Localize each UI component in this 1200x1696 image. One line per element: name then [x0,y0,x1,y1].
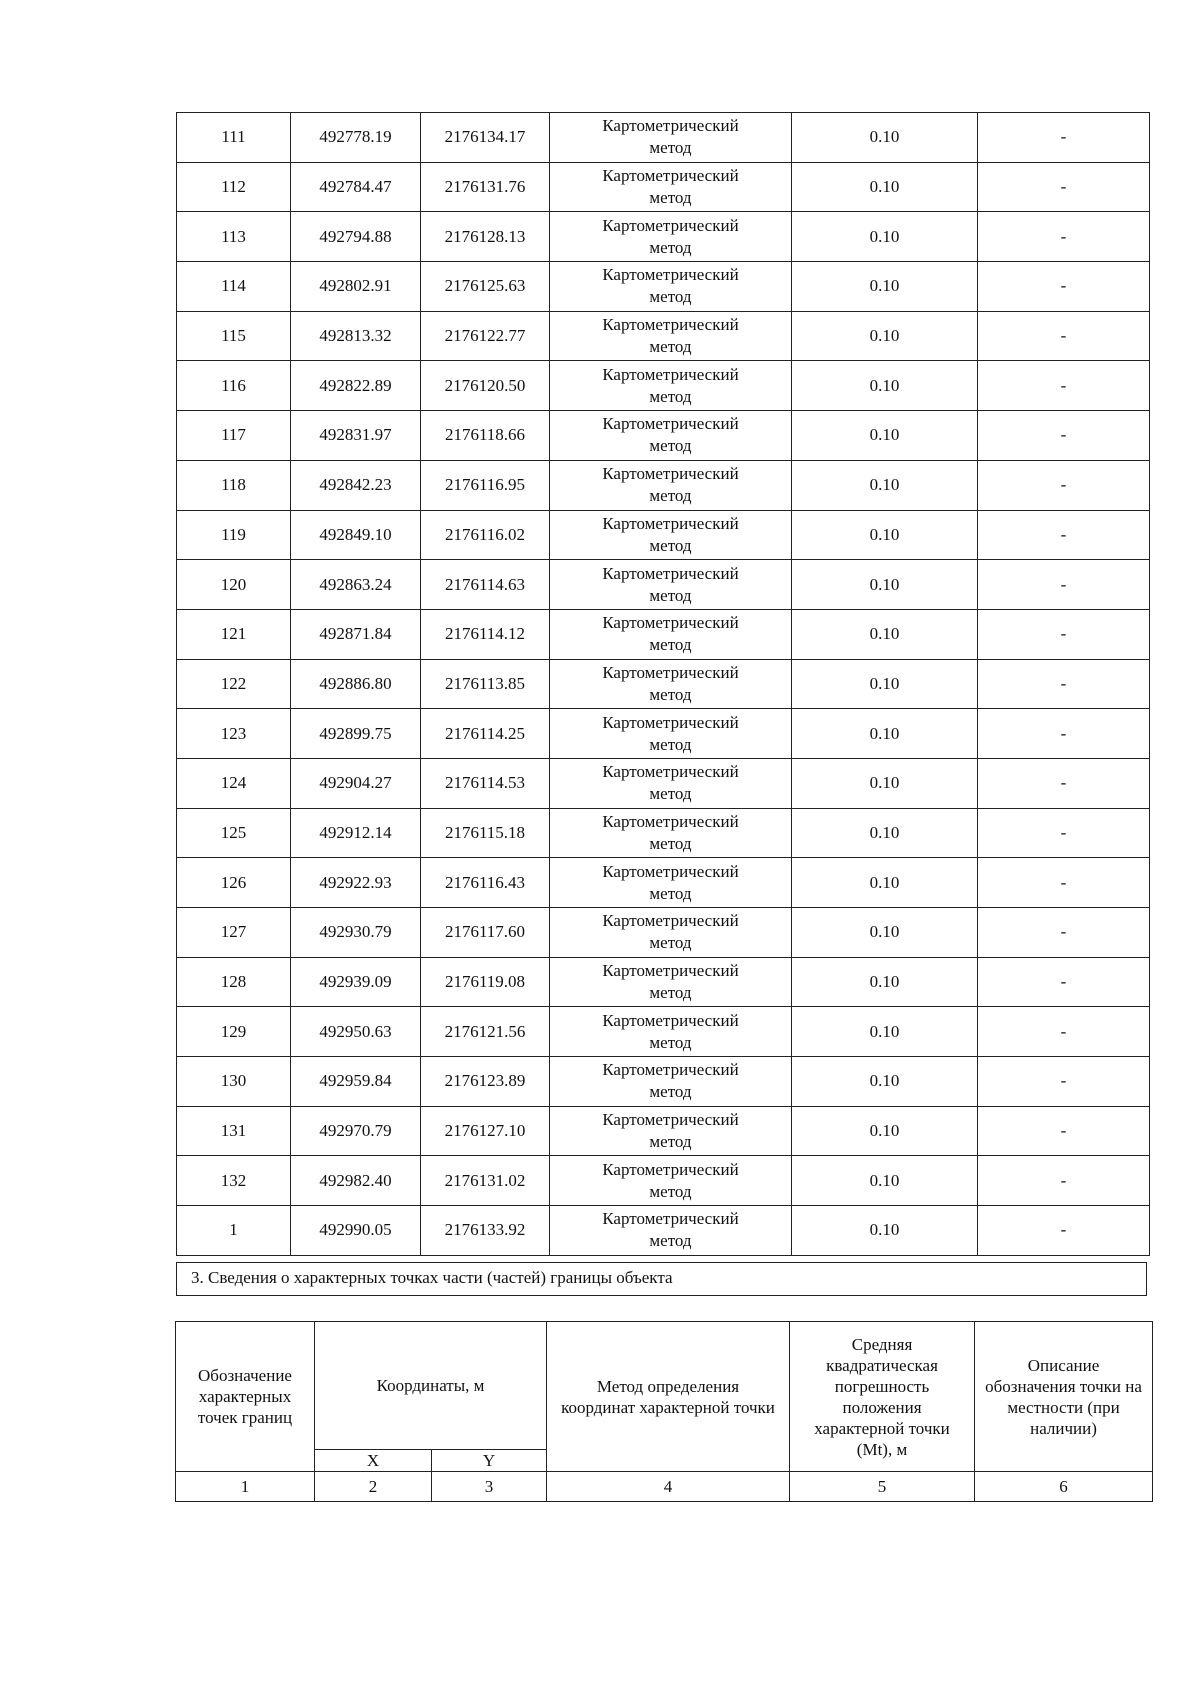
coord-y: 2176118.66 [421,411,550,461]
accuracy-mt: 0.10 [792,262,978,312]
coord-x: 492849.10 [291,510,421,560]
column-number-1: 1 [176,1472,315,1502]
table-row [177,212,1150,262]
method-line-1: Картометрический [602,1010,739,1030]
point-number: 132 [177,1156,291,1206]
coord-y: 2176115.18 [421,808,550,858]
table-row [177,460,1150,510]
coord-y: 2176134.17 [421,113,550,163]
table-row [177,908,1150,958]
accuracy-mt: 0.10 [792,311,978,361]
coord-x: 492982.40 [291,1156,421,1206]
method [550,411,792,461]
header-coordinates: Координаты, м [315,1322,547,1450]
method-line-1: Картометрический [602,961,739,981]
point-number: 117 [177,411,291,461]
coord-y: 2176120.50 [421,361,550,411]
part-boundary-header-table [175,1321,1153,1502]
header-description: Описание обозначения точки на местности (при наличии) [975,1322,1153,1472]
description: - [978,1057,1150,1107]
table-row [177,858,1150,908]
coord-y: 2176121.56 [421,1007,550,1057]
point-number: 113 [177,212,291,262]
coord-y: 2176123.89 [421,1057,550,1107]
coord-x: 492863.24 [291,560,421,610]
accuracy-mt: 0.10 [792,709,978,759]
accuracy-mt: 0.10 [792,659,978,709]
method-line-2: метод [649,734,692,754]
method-line-1: Картометрический [602,315,739,335]
coord-y: 2176114.63 [421,560,550,610]
method-line-2: метод [649,933,692,953]
method [550,311,792,361]
description: - [978,709,1150,759]
coord-y: 2176116.43 [421,858,550,908]
description: - [978,659,1150,709]
coord-x: 492904.27 [291,758,421,808]
method-line-1: Картометрический [602,712,739,732]
method [550,1007,792,1057]
method-line-1: Картометрический [602,563,739,583]
table-row [177,1007,1150,1057]
description: - [978,858,1150,908]
method [550,808,792,858]
point-number: 125 [177,808,291,858]
column-number-3: 3 [432,1472,547,1502]
accuracy-mt: 0.10 [792,758,978,808]
coord-y: 2176113.85 [421,659,550,709]
method [550,709,792,759]
coord-x: 492778.19 [291,113,421,163]
point-number: 122 [177,659,291,709]
description: - [978,808,1150,858]
coord-y: 2176131.02 [421,1156,550,1206]
method [550,510,792,560]
description: - [978,162,1150,212]
table-row [177,808,1150,858]
accuracy-mt: 0.10 [792,808,978,858]
point-number: 120 [177,560,291,610]
point-number: 119 [177,510,291,560]
method-line-1: Картометрический [602,662,739,682]
accuracy-mt: 0.10 [792,1206,978,1256]
method-line-2: метод [649,237,692,257]
description: - [978,262,1150,312]
method-line-2: метод [649,1181,692,1201]
method-line-2: метод [649,1231,692,1251]
method [550,560,792,610]
method [550,1156,792,1206]
table-row [177,361,1150,411]
coord-x: 492831.97 [291,411,421,461]
point-number: 116 [177,361,291,411]
column-number-5: 5 [790,1472,975,1502]
description: - [978,1007,1150,1057]
method [550,1106,792,1156]
method [550,908,792,958]
accuracy-mt: 0.10 [792,510,978,560]
method-line-2: метод [649,684,692,704]
method-line-2: метод [649,486,692,506]
column-number-2: 2 [315,1472,432,1502]
method-line-2: метод [649,1132,692,1152]
method [550,113,792,163]
accuracy-mt: 0.10 [792,212,978,262]
column-number-6: 6 [975,1472,1153,1502]
method [550,1057,792,1107]
method-line-1: Картометрический [602,861,739,881]
accuracy-mt: 0.10 [792,1156,978,1206]
coord-y: 2176131.76 [421,162,550,212]
accuracy-mt: 0.10 [792,1007,978,1057]
accuracy-mt: 0.10 [792,560,978,610]
header-designation: Обозначение характерных точек границ [176,1322,315,1472]
column-number-4: 4 [547,1472,790,1502]
point-number: 112 [177,162,291,212]
method-line-2: метод [649,436,692,456]
coord-x: 492871.84 [291,609,421,659]
table-row [177,659,1150,709]
header-y: Y [432,1450,547,1472]
description: - [978,510,1150,560]
method-line-1: Картометрический [602,1209,739,1229]
description: - [978,560,1150,610]
coord-x: 492794.88 [291,212,421,262]
coord-y: 2176114.25 [421,709,550,759]
method [550,460,792,510]
method [550,1206,792,1256]
coord-y: 2176125.63 [421,262,550,312]
point-number: 130 [177,1057,291,1107]
description: - [978,361,1150,411]
method [550,957,792,1007]
method-line-1: Картометрический [602,911,739,931]
method-line-1: Картометрический [602,513,739,533]
table-row [177,411,1150,461]
header-error: Средняя квадратическая погрешность положения характерной точки (Mt), м [790,1322,975,1472]
coord-y: 2176116.95 [421,460,550,510]
description: - [978,957,1150,1007]
table-row [177,957,1150,1007]
table-row [177,1057,1150,1107]
method-line-2: метод [649,287,692,307]
table-row [177,560,1150,610]
point-number: 1 [177,1206,291,1256]
coord-y: 2176117.60 [421,908,550,958]
point-number: 127 [177,908,291,958]
table-row [177,709,1150,759]
method-line-2: метод [649,138,692,158]
boundary-points-body [177,113,1150,1256]
method-line-1: Картометрический [602,166,739,186]
table-row [177,162,1150,212]
point-number: 131 [177,1106,291,1156]
coord-y: 2176128.13 [421,212,550,262]
coord-x: 492970.79 [291,1106,421,1156]
method-line-1: Картометрический [602,116,739,136]
coord-x: 492802.91 [291,262,421,312]
method-line-2: метод [649,983,692,1003]
point-number: 121 [177,609,291,659]
accuracy-mt: 0.10 [792,162,978,212]
description: - [978,908,1150,958]
point-number: 115 [177,311,291,361]
table-row [177,262,1150,312]
method-line-2: метод [649,1082,692,1102]
description: - [978,609,1150,659]
point-number: 118 [177,460,291,510]
coord-x: 492990.05 [291,1206,421,1256]
coord-x: 492930.79 [291,908,421,958]
method [550,858,792,908]
description: - [978,113,1150,163]
point-number: 124 [177,758,291,808]
method [550,609,792,659]
table-row [177,113,1150,163]
method-line-1: Картометрический [602,215,739,235]
coord-y: 2176116.02 [421,510,550,560]
table-row [177,510,1150,560]
table-row [177,1156,1150,1206]
method [550,758,792,808]
method-line-1: Картометрический [602,613,739,633]
coord-x: 492886.80 [291,659,421,709]
coord-y: 2176114.53 [421,758,550,808]
description: - [978,1206,1150,1256]
accuracy-mt: 0.10 [792,1106,978,1156]
accuracy-mt: 0.10 [792,411,978,461]
method-line-1: Картометрический [602,464,739,484]
header-method: Метод определения координат характерной точки [547,1322,790,1472]
coord-x: 492842.23 [291,460,421,510]
accuracy-mt: 0.10 [792,908,978,958]
method [550,262,792,312]
coord-y: 2176114.12 [421,609,550,659]
coord-x: 492822.89 [291,361,421,411]
method-line-2: метод [649,883,692,903]
point-number: 114 [177,262,291,312]
point-number: 128 [177,957,291,1007]
method-line-2: метод [649,386,692,406]
accuracy-mt: 0.10 [792,361,978,411]
method [550,361,792,411]
description: - [978,411,1150,461]
method-line-1: Картометрический [602,265,739,285]
boundary-points-table [176,112,1150,1256]
method-line-1: Картометрический [602,414,739,434]
coord-x: 492912.14 [291,808,421,858]
method-line-1: Картометрический [602,1110,739,1130]
description: - [978,212,1150,262]
point-number: 129 [177,1007,291,1057]
point-number: 126 [177,858,291,908]
table-row [177,758,1150,808]
method-line-2: метод [649,833,692,853]
method [550,212,792,262]
table-row [177,609,1150,659]
coord-x: 492784.47 [291,162,421,212]
method-line-2: метод [649,784,692,804]
method-line-2: метод [649,585,692,605]
accuracy-mt: 0.10 [792,1057,978,1107]
coord-x: 492922.93 [291,858,421,908]
accuracy-mt: 0.10 [792,957,978,1007]
method [550,659,792,709]
description: - [978,460,1150,510]
accuracy-mt: 0.10 [792,460,978,510]
coord-y: 2176127.10 [421,1106,550,1156]
coord-x: 492950.63 [291,1007,421,1057]
method-line-1: Картометрический [602,811,739,831]
coord-x: 492939.09 [291,957,421,1007]
description: - [978,1106,1150,1156]
method [550,162,792,212]
method-line-2: метод [649,535,692,555]
description: - [978,758,1150,808]
accuracy-mt: 0.10 [792,609,978,659]
description: - [978,311,1150,361]
method-line-2: метод [649,635,692,655]
coord-x: 492899.75 [291,709,421,759]
coord-x: 492959.84 [291,1057,421,1107]
accuracy-mt: 0.10 [792,113,978,163]
coord-y: 2176119.08 [421,957,550,1007]
method-line-1: Картометрический [602,364,739,384]
coord-y: 2176122.77 [421,311,550,361]
section-title: 3. Сведения о характерных точках части (частей) границы объекта [176,1262,1147,1296]
method-line-2: метод [649,1032,692,1052]
method-line-2: метод [649,188,692,208]
method-line-1: Картометрический [602,762,739,782]
header-x: X [315,1450,432,1472]
accuracy-mt: 0.10 [792,858,978,908]
point-number: 111 [177,113,291,163]
coord-y: 2176133.92 [421,1206,550,1256]
table-row [177,1106,1150,1156]
table-row [177,1206,1150,1256]
table-row [177,311,1150,361]
method-line-2: метод [649,337,692,357]
description: - [978,1156,1150,1206]
method-line-1: Картометрический [602,1060,739,1080]
method-line-1: Картометрический [602,1159,739,1179]
point-number: 123 [177,709,291,759]
coord-x: 492813.32 [291,311,421,361]
